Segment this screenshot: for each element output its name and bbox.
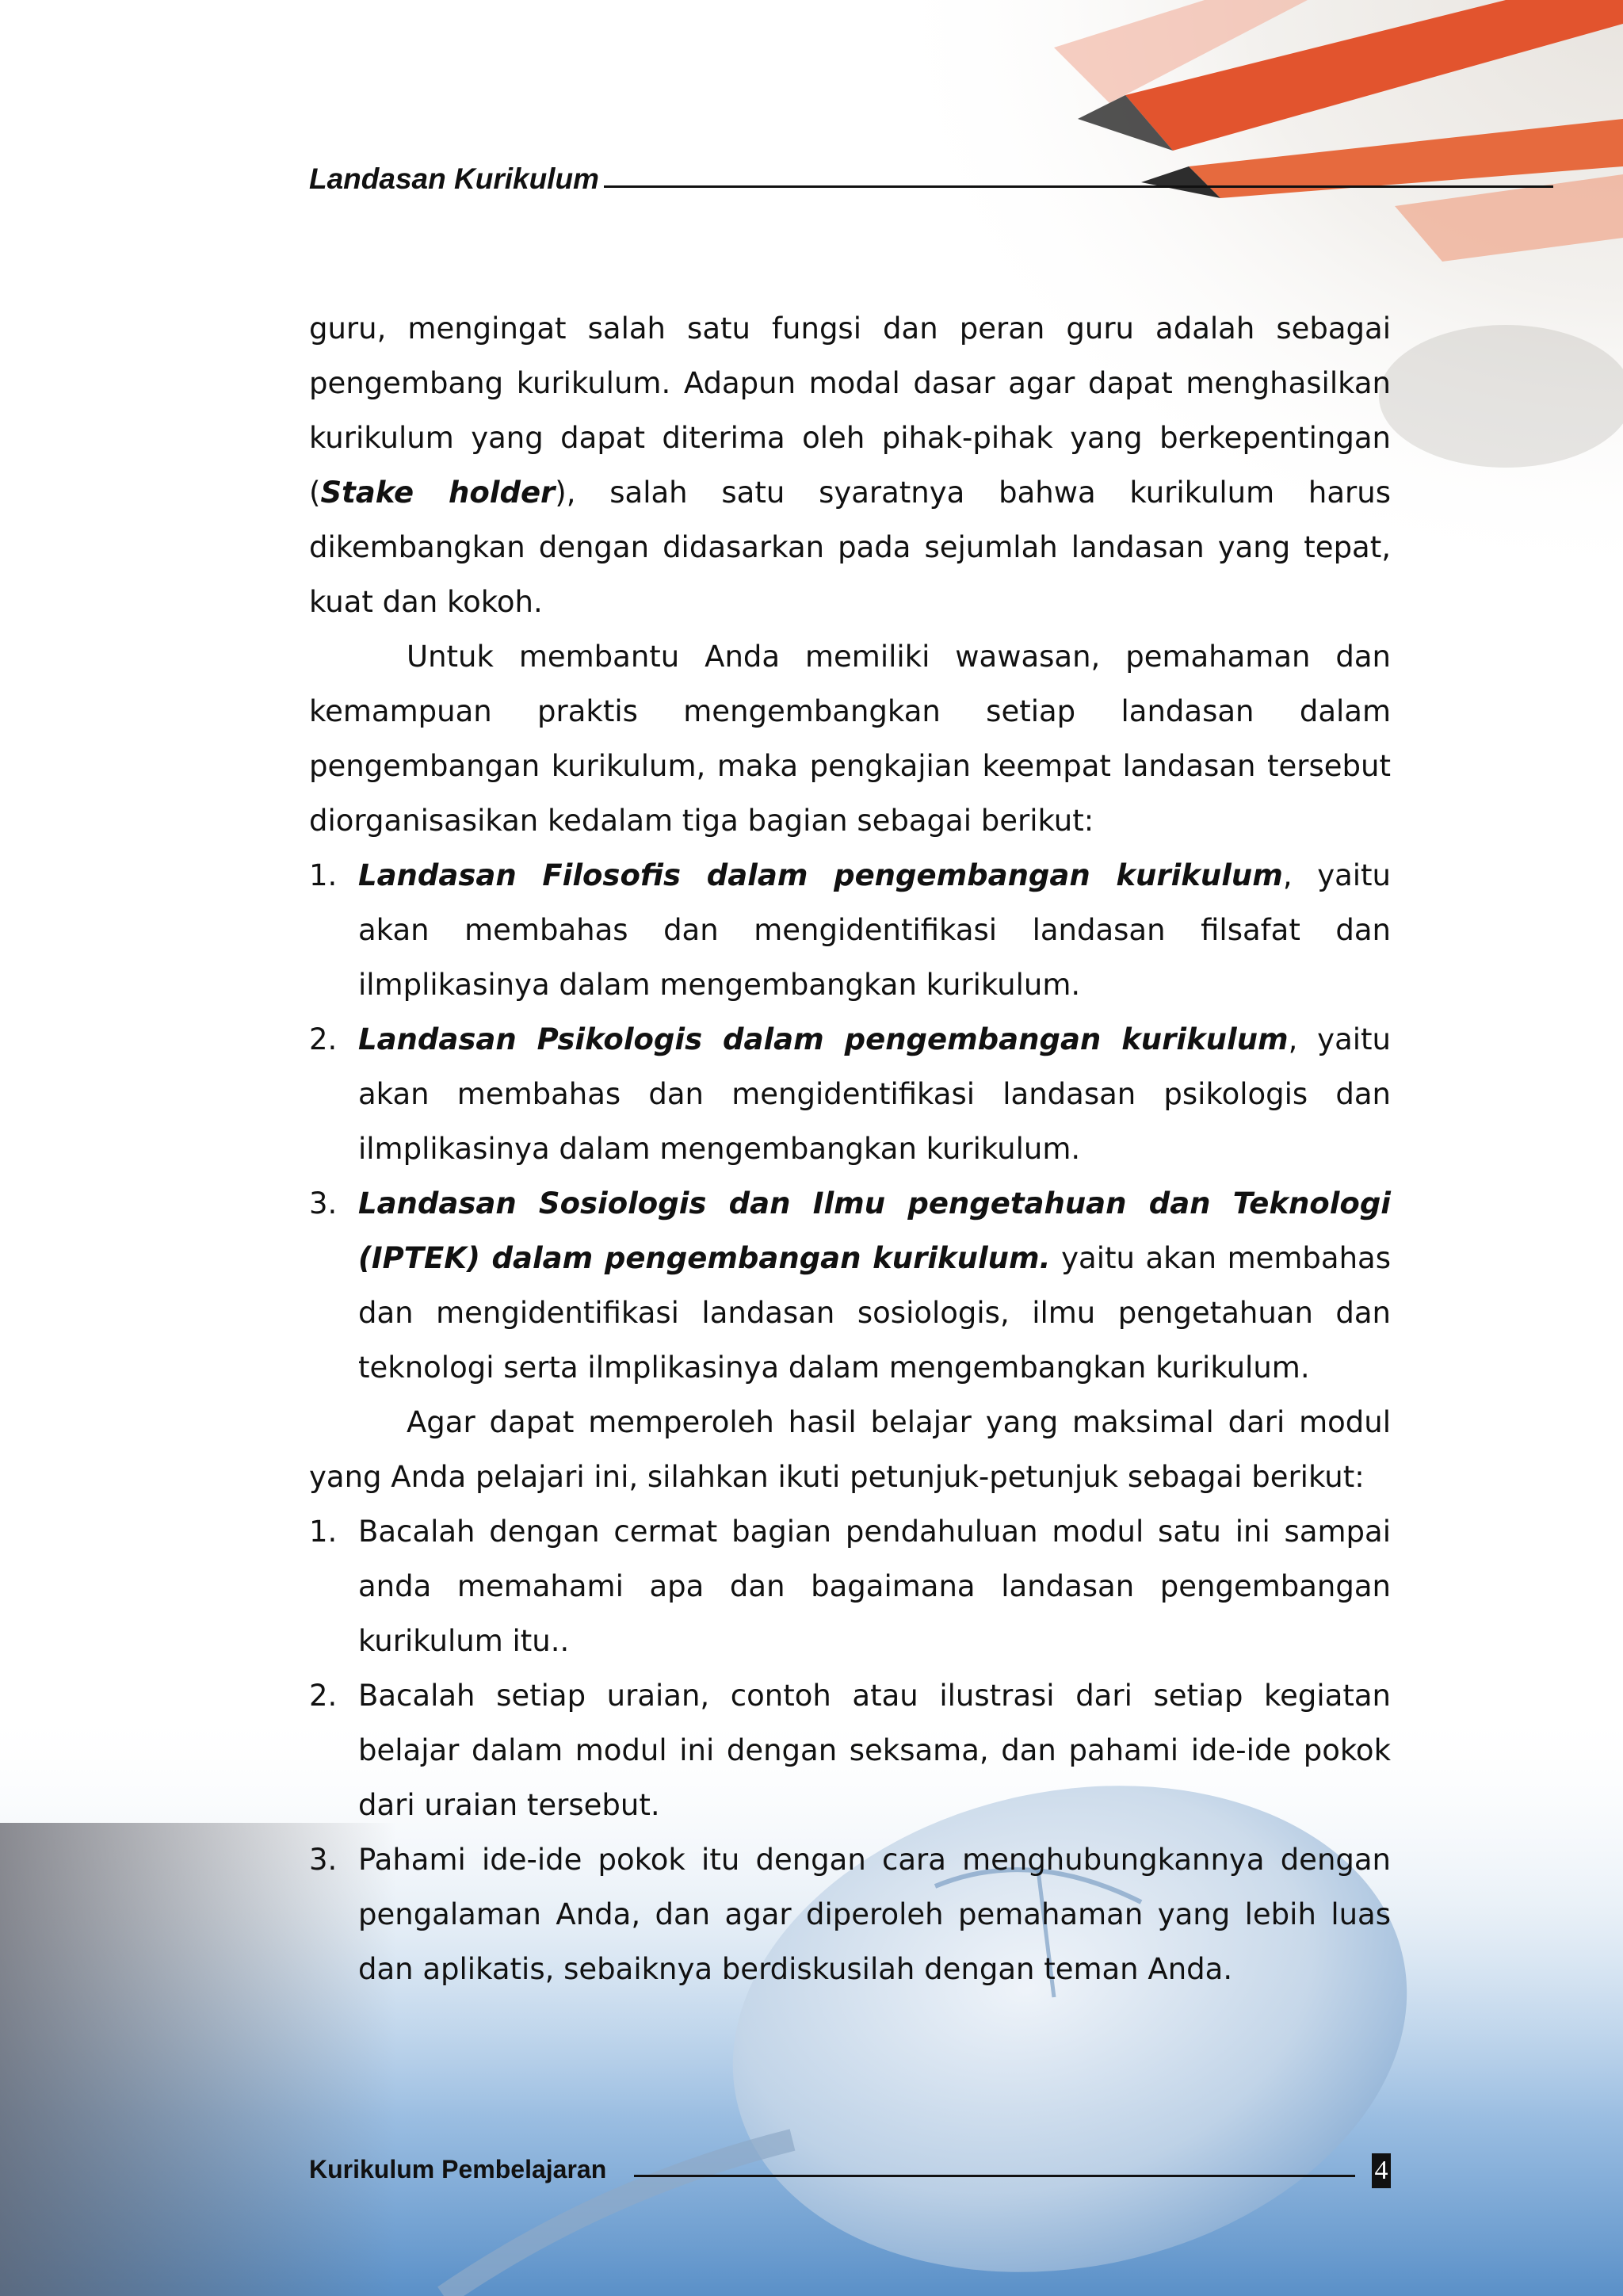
page-header <box>309 162 1553 202</box>
page-footer <box>309 2152 1391 2195</box>
stakeholder-term: Stake holder <box>320 476 556 510</box>
paragraph-instructions: Agar dapat memperoleh hasil belajar yang maksimal dari modul yang Anda pelajari ini, silahkan ikuti petunjuk-petunjuk sebagai berikut: <box>309 1405 1391 1494</box>
page-content <box>309 301 1391 1996</box>
paragraph-intro: guru, mengingat salah satu fungsi dan peran guru adalah sebagai pengembang kurikulum. Adapun modal dasar agar dapat menghasilkan kurikulum yang dapat diterima oleh pihak-pihak yang berkepentingan (Stake holder), salah satu syaratnya bahwa kurikulum harus dikembangkan dengan didasarkan pada sejumlah landasan yang tepat, kuat dan kokoh. <box>309 311 1391 619</box>
page-number: 4 <box>1372 2153 1391 2188</box>
list-item: 3. Pahami ide-ide pokok itu dengan cara menghubungkannya dengan pengalaman Anda, dan agar diperoleh pemahaman yang lebih luas dan aplikatis, sebaiknya berdiskusilah dengan teman Anda. <box>309 1843 1391 1986</box>
header-rule <box>604 185 1553 188</box>
list-item: 1. Landasan Filosofis dalam pengembangan kurikulum, yaitu akan membahas dan mengidentifikasi landasan filsafat dan ilmplikasinya dalam mengembangkan kurikulum. <box>309 858 1391 1002</box>
footer-title: Kurikulum Pembelajaran <box>309 2155 607 2183</box>
paragraph-overview: Untuk membantu Anda memiliki wawasan, pemahaman dan kemampuan praktis mengembangkan setiap landasan dalam pengembangan kurikulum, maka pengkajian keempat landasan tersebut diorganisasikan kedalam tiga bagian sebagai berikut: <box>309 640 1391 838</box>
list-item: 1. Bacalah dengan cermat bagian pendahuluan modul satu ini sampai anda memahami apa dan bagaimana landasan pengembangan kurikulum itu.. <box>309 1515 1391 1658</box>
list-item: 2. Bacalah setiap uraian, contoh atau ilustrasi dari setiap kegiatan belajar dalam modul ini dengan seksama, dan pahami ide-ide pokok dari uraian tersebut. <box>309 1679 1391 1822</box>
header-title: Landasan Kurikulum <box>309 162 599 195</box>
landasan-list <box>309 848 1391 1395</box>
instruction-list <box>309 1504 1391 1996</box>
list-item: 3. Landasan Sosiologis dan Ilmu pengetahuan dan Teknologi (IPTEK) dalam pengembangan kurikulum. yaitu akan membahas dan mengidentifikasi landasan sosiologis, ilmu pengetahuan dan teknologi serta ilmplikasinya dalam mengembangkan kurikulum. <box>309 1186 1391 1385</box>
list-item: 2. Landasan Psikologis dalam pengembangan kurikulum, yaitu akan membahas dan mengidentifikasi landasan psikologis dan ilmplikasinya dalam mengembangkan kurikulum. <box>309 1022 1391 1166</box>
footer-rule <box>634 2175 1355 2177</box>
